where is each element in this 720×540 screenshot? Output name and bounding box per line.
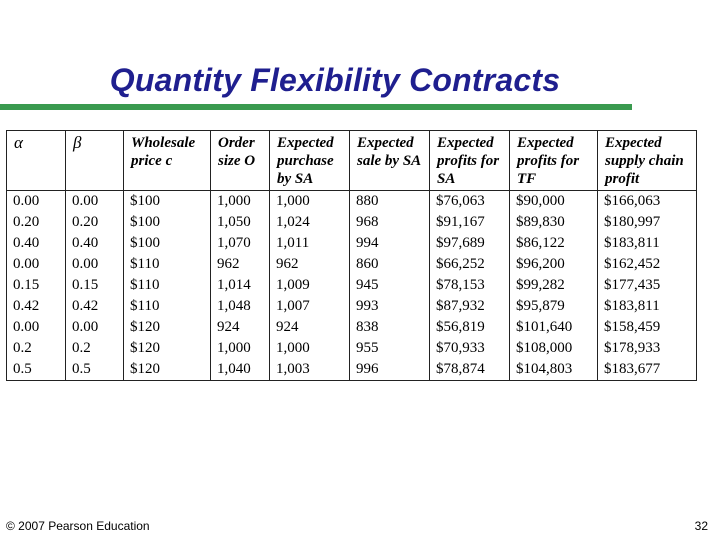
cell-beta: 0.42 — [66, 296, 124, 317]
cell-wholesale-price: $120 — [124, 338, 211, 359]
cell-expected-sale: 860 — [350, 254, 430, 275]
cell-supply-chain-profit: $162,452 — [598, 254, 697, 275]
cell-alpha: 0.5 — [7, 359, 66, 381]
cell-expected-purchase: 1,000 — [270, 338, 350, 359]
cell-expected-sale: 880 — [350, 191, 430, 213]
cell-supply-chain-profit: $158,459 — [598, 317, 697, 338]
cell-profits-sa: $91,167 — [430, 212, 510, 233]
cell-expected-sale: 994 — [350, 233, 430, 254]
table-row — [7, 275, 697, 296]
cell-alpha: 0.2 — [7, 338, 66, 359]
cell-alpha: 0.15 — [7, 275, 66, 296]
cell-order-size: 924 — [211, 317, 270, 338]
cell-order-size: 962 — [211, 254, 270, 275]
cell-profits-sa: $78,153 — [430, 275, 510, 296]
cell-beta: 0.40 — [66, 233, 124, 254]
cell-beta: 0.5 — [66, 359, 124, 381]
cell-profits-tf: $95,879 — [510, 296, 598, 317]
header-expected-profits-tf: Expected profits for TF — [510, 131, 598, 191]
cell-alpha: 0.40 — [7, 233, 66, 254]
header-beta: β — [66, 131, 124, 191]
cell-wholesale-price: $100 — [124, 233, 211, 254]
cell-order-size: 1,040 — [211, 359, 270, 381]
cell-profits-sa: $76,063 — [430, 191, 510, 213]
cell-expected-purchase: 1,000 — [270, 191, 350, 213]
cell-expected-purchase: 924 — [270, 317, 350, 338]
cell-profits-sa: $56,819 — [430, 317, 510, 338]
header-expected-purchase: Expected purchase by SA — [270, 131, 350, 191]
cell-supply-chain-profit: $166,063 — [598, 191, 697, 213]
contracts-table — [6, 130, 697, 381]
cell-alpha: 0.42 — [7, 296, 66, 317]
cell-profits-tf: $96,200 — [510, 254, 598, 275]
cell-beta: 0.2 — [66, 338, 124, 359]
cell-profits-sa: $78,874 — [430, 359, 510, 381]
cell-beta: 0.00 — [66, 254, 124, 275]
table-row — [7, 359, 697, 381]
cell-alpha: 0.20 — [7, 212, 66, 233]
table-header-row — [7, 131, 697, 191]
cell-profits-tf: $89,830 — [510, 212, 598, 233]
cell-wholesale-price: $110 — [124, 275, 211, 296]
title-underline — [0, 104, 632, 110]
table-row — [7, 212, 697, 233]
header-expected-sale: Expected sale by SA — [350, 131, 430, 191]
table-body — [7, 191, 697, 381]
cell-order-size: 1,000 — [211, 338, 270, 359]
cell-expected-purchase: 1,011 — [270, 233, 350, 254]
cell-beta: 0.00 — [66, 191, 124, 213]
header-expected-supply-chain-profit: Expected supply chain profit — [598, 131, 697, 191]
cell-order-size: 1,048 — [211, 296, 270, 317]
cell-alpha: 0.00 — [7, 254, 66, 275]
cell-beta: 0.00 — [66, 317, 124, 338]
cell-expected-purchase: 1,009 — [270, 275, 350, 296]
cell-profits-sa: $97,689 — [430, 233, 510, 254]
cell-beta: 0.15 — [66, 275, 124, 296]
cell-profits-tf: $99,282 — [510, 275, 598, 296]
cell-profits-sa: $66,252 — [430, 254, 510, 275]
cell-supply-chain-profit: $177,435 — [598, 275, 697, 296]
cell-expected-purchase: 962 — [270, 254, 350, 275]
cell-expected-sale: 968 — [350, 212, 430, 233]
cell-supply-chain-profit: $183,811 — [598, 233, 697, 254]
cell-expected-purchase: 1,003 — [270, 359, 350, 381]
table-row — [7, 254, 697, 275]
cell-expected-sale: 993 — [350, 296, 430, 317]
cell-wholesale-price: $110 — [124, 296, 211, 317]
cell-expected-purchase: 1,024 — [270, 212, 350, 233]
header-expected-profits-sa: Expected profits for SA — [430, 131, 510, 191]
cell-order-size: 1,070 — [211, 233, 270, 254]
slide-title: Quantity Flexibility Contracts — [109, 62, 561, 98]
cell-order-size: 1,000 — [211, 191, 270, 213]
table-row — [7, 191, 697, 213]
cell-supply-chain-profit: $180,997 — [598, 212, 697, 233]
cell-beta: 0.20 — [66, 212, 124, 233]
cell-expected-sale: 955 — [350, 338, 430, 359]
cell-wholesale-price: $100 — [124, 212, 211, 233]
cell-profits-tf: $104,803 — [510, 359, 598, 381]
header-wholesale-price: Wholesale price c — [124, 131, 211, 191]
cell-expected-purchase: 1,007 — [270, 296, 350, 317]
cell-expected-sale: 996 — [350, 359, 430, 381]
cell-profits-tf: $101,640 — [510, 317, 598, 338]
table-row — [7, 338, 697, 359]
cell-profits-sa: $70,933 — [430, 338, 510, 359]
cell-wholesale-price: $100 — [124, 191, 211, 213]
cell-order-size: 1,050 — [211, 212, 270, 233]
cell-expected-sale: 945 — [350, 275, 430, 296]
page-number: 32 — [694, 519, 708, 533]
cell-order-size: 1,014 — [211, 275, 270, 296]
cell-supply-chain-profit: $183,677 — [598, 359, 697, 381]
cell-profits-tf: $90,000 — [510, 191, 598, 213]
table-row — [7, 233, 697, 254]
cell-wholesale-price: $120 — [124, 317, 211, 338]
table-row — [7, 317, 697, 338]
cell-alpha: 0.00 — [7, 191, 66, 213]
cell-profits-tf: $108,000 — [510, 338, 598, 359]
header-order-size: Order size O — [211, 131, 270, 191]
contracts-table-wrapper — [6, 130, 697, 381]
cell-wholesale-price: $110 — [124, 254, 211, 275]
header-alpha: α — [7, 131, 66, 191]
cell-expected-sale: 838 — [350, 317, 430, 338]
cell-alpha: 0.00 — [7, 317, 66, 338]
cell-profits-tf: $86,122 — [510, 233, 598, 254]
cell-supply-chain-profit: $178,933 — [598, 338, 697, 359]
cell-profits-sa: $87,932 — [430, 296, 510, 317]
copyright-footer: © 2007 Pearson Education — [6, 519, 150, 533]
cell-wholesale-price: $120 — [124, 359, 211, 381]
table-row — [7, 296, 697, 317]
cell-supply-chain-profit: $183,811 — [598, 296, 697, 317]
